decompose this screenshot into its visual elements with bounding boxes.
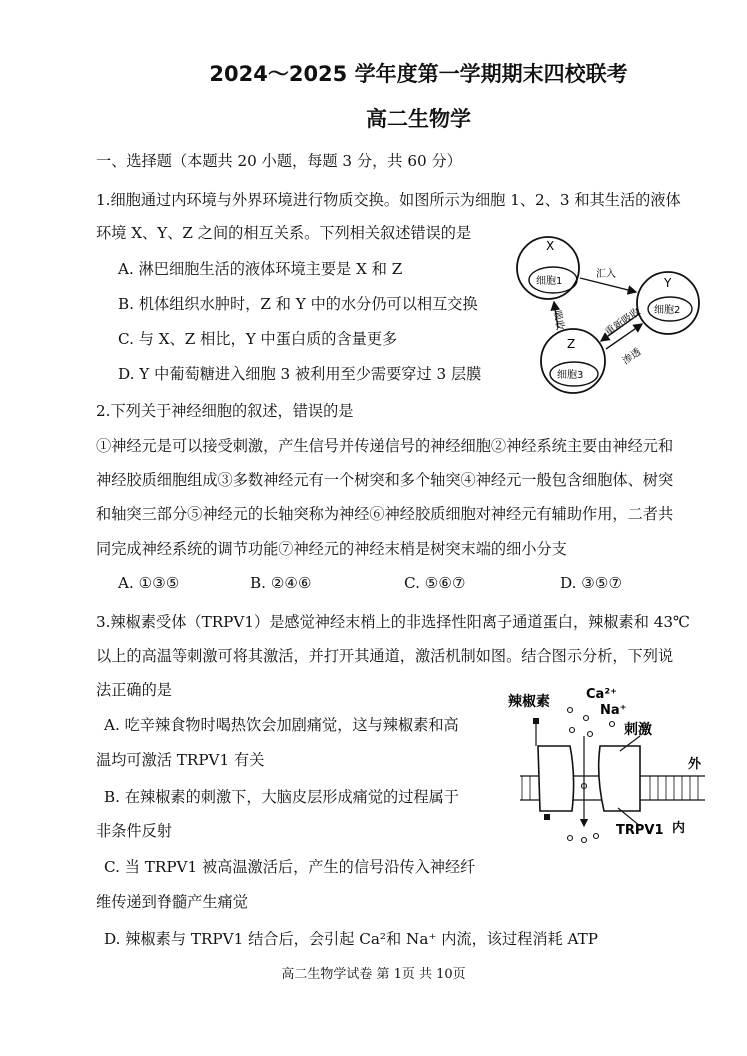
label-xi-shou: 吸收	[550, 309, 566, 332]
stimulus-label: 刺激	[624, 722, 652, 738]
cell1-label: 细胞1	[536, 276, 563, 287]
capsaicin-label: 辣椒素	[508, 694, 550, 710]
q2-body-line1: ①神经元是可以接受刺激，产生信号并传递信号的神经细胞②神经系统主要由神经元和	[96, 437, 674, 455]
q2-body-line4: 同完成神经系统的调节功能⑦神经元的神经末梢是树突末端的细小分支	[96, 540, 567, 558]
q2-option-c: C. ⑤⑥⑦	[404, 574, 466, 592]
q1-option-d: D. Y 中葡萄糖进入细胞 3 被利用至少需要穿过 3 层膜	[118, 365, 482, 383]
sodium-label: Na⁺	[600, 703, 627, 718]
calcium-label: Ca²⁺	[586, 687, 617, 702]
q3-option-b-line2: 非条件反射	[96, 822, 172, 840]
cell2-label: 细胞2	[654, 305, 681, 316]
q3-stem-line1: 3.辣椒素受体（TRPV1）是感觉神经末梢上的非选择性阳离子通道蛋白，辣椒素和 43℃	[96, 613, 691, 631]
q2-option-d: D. ③⑤⑦	[560, 574, 623, 592]
q1-option-a: A. 淋巴细胞生活的液体环境主要是 X 和 Z	[118, 260, 403, 278]
subject-title: 高二生物学	[366, 107, 471, 131]
label-chong-xin-xi-shou: 重新吸收	[603, 306, 643, 339]
trpv1-label: TRPV1	[616, 823, 664, 838]
trpv1-right-subunit	[599, 746, 640, 811]
outside-label: 外	[688, 757, 702, 772]
q3-option-c-line2: 维传递到脊髓产生痛觉	[96, 893, 248, 911]
x-label: X	[546, 239, 555, 253]
q3-option-d: D. 辣椒素与 TRPV1 结合后，会引起 Ca²和 Na⁺ 内流，该过程消耗 ATP	[104, 930, 599, 948]
page-footer: 高二生物学试卷 第 1页 共 10页	[281, 967, 466, 982]
q3-stem-line3: 法正确的是	[96, 681, 172, 699]
q1-stem-line2: 环境 X、Y、Z 之间的相互关系。下列相关叙述错误的是	[96, 224, 472, 242]
capsaicin-bound-marker	[544, 814, 550, 820]
q3-option-a-line2: 温均可激活 TRPV1 有关	[96, 751, 265, 769]
label-shen-tou: 渗透	[620, 346, 644, 368]
capsaicin-marker	[533, 718, 539, 724]
y-label: Y	[664, 276, 672, 290]
q3-stem-line2: 以上的高温等刺激可将其激活，并打开其通道，激活机制如图。结合图示分析，下列说	[96, 647, 674, 665]
body-fluid-diagram	[508, 228, 708, 398]
cell3-label: 细胞3	[557, 370, 584, 381]
q2-body-line3: 和轴突三部分⑤神经元的长轴突称为神经⑥神经胶质细胞对神经元有辅助作用，二者共	[96, 505, 674, 523]
q3-option-a-line1: A. 吃辛辣食物时喝热饮会加剧痛觉，这与辣椒素和高	[104, 716, 459, 734]
trpv1-left-subunit	[538, 746, 574, 811]
q3-option-b-line1: B. 在辣椒素的刺激下，大脑皮层形成痛觉的过程属于	[104, 788, 459, 806]
q2-option-b: B. ②④⑥	[250, 574, 312, 592]
section-heading: 一、选择题（本题共 20 小题，每题 3 分，共 60 分）	[96, 152, 462, 170]
exam-title: 2024～2025 学年度第一学期期末四校联考	[209, 62, 628, 86]
trpv1-diagram	[500, 676, 710, 846]
q1-option-c: C. 与 X、Z 相比，Y 中蛋白质的含量更多	[118, 330, 398, 348]
q2-stem: 2.下列关于神经细胞的叙述，错误的是	[96, 402, 354, 420]
q1-stem-line1: 1.细胞通过内环境与外界环境进行物质交换。如图所示为细胞 1、2、3 和其生活的液体	[96, 191, 681, 209]
q3-option-c-line1: C. 当 TRPV1 被高温激活后，产生的信号沿传入神经纤	[104, 858, 476, 876]
q2-body-line2: 神经胶质细胞组成③多数神经元有一个树突和多个轴突④神经元一般包含细胞体、树突	[96, 471, 674, 489]
label-hui-ru: 汇入	[596, 269, 616, 280]
z-label: Z	[567, 337, 576, 351]
inside-label: 内	[672, 821, 686, 836]
q1-option-b: B. 机体组织水肿时，Z 和 Y 中的水分仍可以相互交换	[118, 295, 478, 313]
q2-option-a: A. ①③⑤	[118, 574, 180, 592]
arrow-x-to-y	[580, 278, 636, 292]
